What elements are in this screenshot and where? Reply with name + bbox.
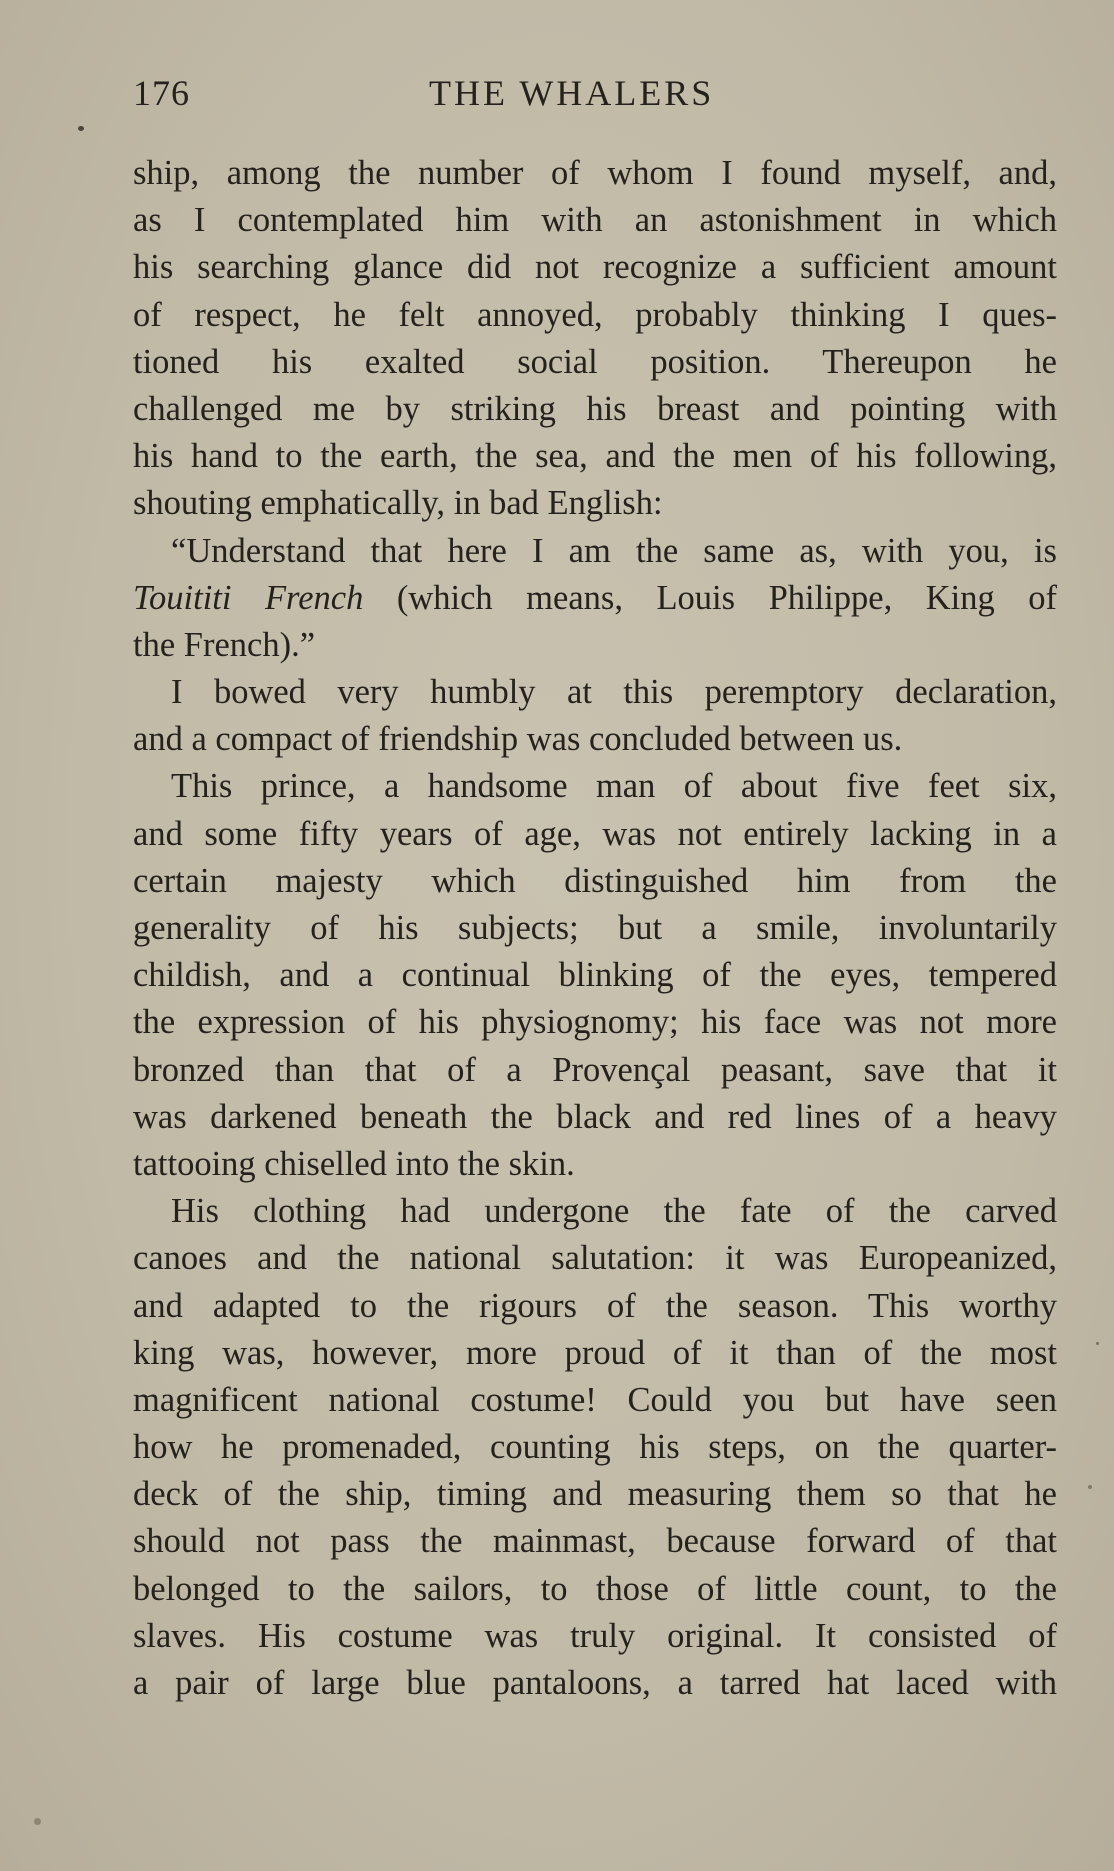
text-fragment: (which means, Louis Philippe, King of [363,578,1057,617]
text-line: and a compact of friendship was concluded between us. [133,720,903,759]
text-line: as I contemplated him with an astonishment in which [133,201,1057,240]
text-line: and adapted to the rigours of the season. This worthy [133,1286,1057,1325]
text-line: and some fifty years of age, was not entirely lacking in a [133,814,1057,853]
ink-speck [78,126,84,131]
text-line: generality of his subjects; but a smile, involuntarily [133,909,1057,947]
italic-phrase: Touititi French [133,578,364,617]
text-line: This prince, a handsome man of about five feet six, [171,767,1057,806]
text-line: shouting emphatically, in bad English: [133,484,663,523]
text-line: slaves. His costume was truly original. It consisted of [133,1616,1057,1655]
text-line: childish, and a continual blinking of the eyes, tempered [133,956,1057,995]
ink-speck [1088,1485,1092,1489]
text-line: “Understand that here I am the same as, with you, is [171,531,1057,570]
text-line: should not pass the mainmast, because forward of that [133,1522,1057,1561]
text-line: canoes and the national salutation: it was Europeanized, [133,1239,1057,1278]
page-number: 176 [133,73,190,113]
body-text [133,150,1057,1707]
text-line: the French).” [133,625,316,664]
text-line: a pair of large blue pantaloons, a tarred hat laced with [133,1664,1057,1702]
text-line [133,575,1057,622]
text-line: His clothing had undergone the fate of the carved [171,1192,1057,1231]
text-line: bronzed than that of a Provençal peasant, save that it [133,1050,1057,1089]
text-line: his searching glance did not recognize a sufficient amount [133,248,1057,287]
running-head [133,72,1057,122]
text-line: how he promenaded, counting his steps, on the quarter- [133,1428,1057,1467]
ink-speck [1096,1342,1099,1345]
text-line: king was, however, more proud of it than of the most [133,1333,1057,1372]
text-line: challenged me by striking his breast and pointing with [133,389,1057,428]
text-line: was darkened beneath the black and red lines of a heavy [133,1097,1057,1136]
text-line: his hand to the earth, the sea, and the men of his following, [133,437,1057,476]
ink-speck [34,1818,41,1825]
text-line: tattooing chiselled into the skin. [133,1144,575,1183]
text-line: ship, among the number of whom I found myself, and, [133,154,1057,192]
text-line: of respect, he felt annoyed, probably thinking I ques- [133,295,1057,334]
text-line: certain majesty which distinguished him from the [133,861,1057,900]
text-line: the expression of his physiognomy; his face was not more [133,1003,1057,1042]
running-title: THE WHALERS [429,73,715,113]
text-line: tioned his exalted social position. Thereupon he [133,342,1057,381]
text-line: magnificent national costume! Could you but have seen [133,1380,1057,1419]
text-line: belonged to the sailors, to those of little count, to the [133,1569,1057,1608]
text-line: deck of the ship, timing and measuring them so that he [133,1475,1057,1514]
text-line: I bowed very humbly at this peremptory declaration, [171,673,1057,712]
